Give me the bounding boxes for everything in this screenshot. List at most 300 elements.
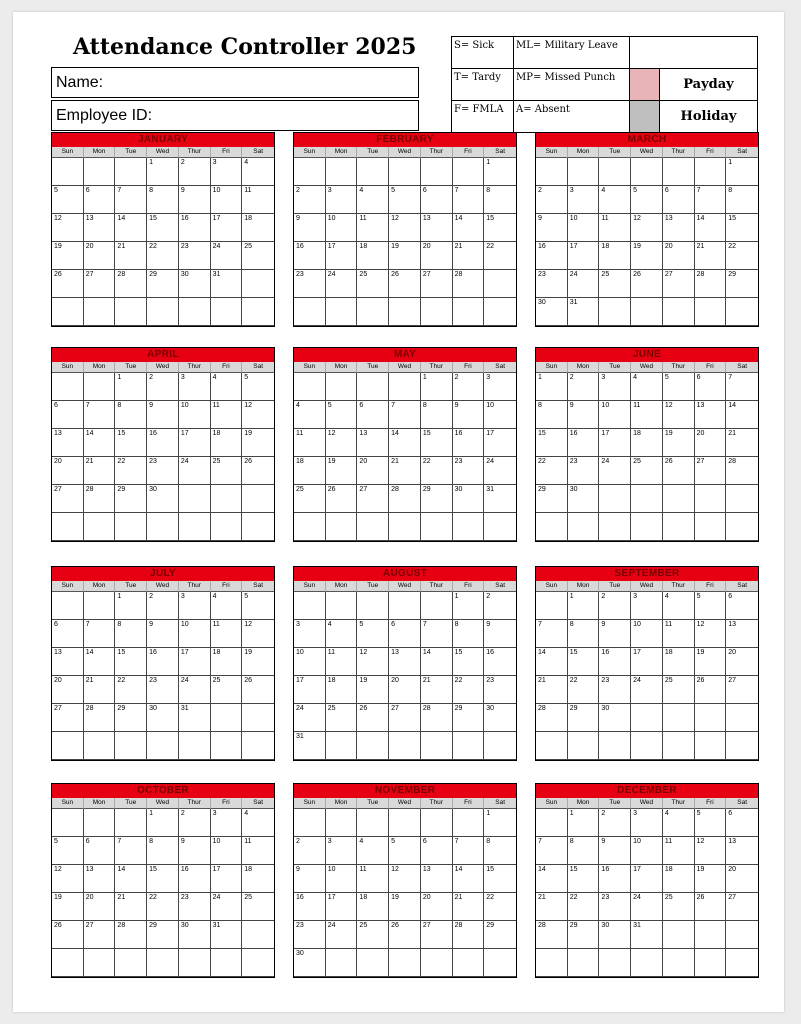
day-cell[interactable]: 29 [568,921,600,949]
day-cell[interactable]: 10 [179,401,211,429]
day-cell[interactable] [242,485,274,513]
day-cell[interactable]: 23 [599,676,631,704]
day-cell[interactable]: 20 [52,457,84,485]
name-field[interactable] [51,67,419,98]
day-cell[interactable]: 22 [726,242,758,270]
day-cell[interactable]: 5 [695,592,727,620]
day-cell[interactable]: 15 [536,429,568,457]
day-cell[interactable] [84,513,116,541]
day-cell[interactable]: 13 [389,648,421,676]
day-cell[interactable] [536,158,568,186]
day-cell[interactable]: 21 [115,893,147,921]
day-cell[interactable]: 29 [568,704,600,732]
day-cell[interactable]: 19 [326,457,358,485]
day-cell[interactable] [726,485,758,513]
day-cell[interactable] [211,298,243,326]
day-cell[interactable]: 20 [726,648,758,676]
day-cell[interactable]: 10 [484,401,516,429]
day-cell[interactable] [421,158,453,186]
day-cell[interactable]: 15 [484,865,516,893]
day-cell[interactable]: 6 [421,186,453,214]
day-cell[interactable]: 24 [326,270,358,298]
day-cell[interactable]: 9 [536,214,568,242]
day-cell[interactable]: 16 [568,429,600,457]
day-cell[interactable]: 31 [631,921,663,949]
day-cell[interactable]: 31 [211,270,243,298]
day-cell[interactable]: 25 [357,921,389,949]
employee-id-field[interactable] [51,100,419,131]
day-cell[interactable] [663,485,695,513]
day-cell[interactable] [631,158,663,186]
day-cell[interactable]: 12 [631,214,663,242]
day-cell[interactable]: 30 [568,485,600,513]
day-cell[interactable]: 3 [631,592,663,620]
day-cell[interactable]: 3 [631,809,663,837]
day-cell[interactable] [484,298,516,326]
day-cell[interactable]: 17 [211,214,243,242]
day-cell[interactable]: 24 [326,921,358,949]
day-cell[interactable] [52,809,84,837]
day-cell[interactable] [357,298,389,326]
day-cell[interactable]: 5 [52,186,84,214]
day-cell[interactable]: 17 [631,865,663,893]
day-cell[interactable]: 27 [389,704,421,732]
day-cell[interactable]: 26 [357,704,389,732]
day-cell[interactable] [536,809,568,837]
day-cell[interactable]: 8 [147,837,179,865]
day-cell[interactable]: 24 [631,676,663,704]
day-cell[interactable] [695,732,727,760]
day-cell[interactable]: 26 [242,676,274,704]
day-cell[interactable]: 27 [726,893,758,921]
day-cell[interactable]: 30 [179,921,211,949]
day-cell[interactable]: 29 [115,485,147,513]
day-cell[interactable]: 24 [294,704,326,732]
day-cell[interactable]: 26 [242,457,274,485]
day-cell[interactable] [357,158,389,186]
day-cell[interactable]: 14 [726,401,758,429]
day-cell[interactable]: 16 [599,648,631,676]
day-cell[interactable]: 4 [599,186,631,214]
day-cell[interactable]: 16 [179,865,211,893]
day-cell[interactable]: 12 [695,620,727,648]
day-cell[interactable] [695,513,727,541]
day-cell[interactable]: 23 [294,270,326,298]
day-cell[interactable]: 8 [147,186,179,214]
day-cell[interactable]: 17 [568,242,600,270]
day-cell[interactable]: 22 [484,242,516,270]
day-cell[interactable] [631,704,663,732]
day-cell[interactable] [726,513,758,541]
day-cell[interactable] [663,949,695,977]
day-cell[interactable] [695,298,727,326]
day-cell[interactable] [663,732,695,760]
day-cell[interactable]: 25 [211,457,243,485]
day-cell[interactable] [294,158,326,186]
day-cell[interactable]: 9 [484,620,516,648]
day-cell[interactable]: 18 [242,214,274,242]
day-cell[interactable]: 11 [663,837,695,865]
day-cell[interactable]: 6 [421,837,453,865]
day-cell[interactable]: 3 [568,186,600,214]
day-cell[interactable] [52,158,84,186]
day-cell[interactable]: 10 [599,401,631,429]
day-cell[interactable]: 24 [211,242,243,270]
day-cell[interactable] [147,949,179,977]
day-cell[interactable]: 4 [357,837,389,865]
day-cell[interactable]: 13 [84,865,116,893]
day-cell[interactable] [147,732,179,760]
day-cell[interactable] [484,732,516,760]
day-cell[interactable]: 14 [84,429,116,457]
day-cell[interactable] [631,485,663,513]
day-cell[interactable]: 25 [663,676,695,704]
day-cell[interactable]: 12 [52,214,84,242]
day-cell[interactable]: 3 [326,186,358,214]
day-cell[interactable]: 2 [453,373,485,401]
day-cell[interactable] [326,732,358,760]
day-cell[interactable] [357,949,389,977]
day-cell[interactable]: 17 [294,676,326,704]
day-cell[interactable] [568,732,600,760]
day-cell[interactable]: 18 [326,676,358,704]
day-cell[interactable]: 8 [536,401,568,429]
day-cell[interactable]: 20 [389,676,421,704]
day-cell[interactable]: 6 [663,186,695,214]
day-cell[interactable]: 7 [453,186,485,214]
day-cell[interactable]: 23 [147,676,179,704]
day-cell[interactable]: 19 [389,893,421,921]
day-cell[interactable] [599,298,631,326]
day-cell[interactable] [389,949,421,977]
day-cell[interactable]: 26 [389,921,421,949]
day-cell[interactable] [179,949,211,977]
day-cell[interactable]: 5 [242,592,274,620]
day-cell[interactable]: 28 [84,704,116,732]
day-cell[interactable]: 9 [294,865,326,893]
day-cell[interactable]: 11 [357,865,389,893]
day-cell[interactable]: 10 [294,648,326,676]
day-cell[interactable]: 21 [389,457,421,485]
day-cell[interactable] [115,949,147,977]
day-cell[interactable] [357,732,389,760]
day-cell[interactable]: 4 [663,592,695,620]
day-cell[interactable] [179,732,211,760]
day-cell[interactable] [84,592,116,620]
day-cell[interactable]: 3 [211,158,243,186]
day-cell[interactable]: 23 [484,676,516,704]
day-cell[interactable]: 3 [326,837,358,865]
day-cell[interactable]: 5 [631,186,663,214]
day-cell[interactable]: 20 [84,893,116,921]
day-cell[interactable] [115,158,147,186]
day-cell[interactable]: 1 [568,592,600,620]
day-cell[interactable]: 5 [663,373,695,401]
day-cell[interactable]: 7 [421,620,453,648]
day-cell[interactable]: 4 [663,809,695,837]
day-cell[interactable]: 4 [242,809,274,837]
day-cell[interactable]: 11 [294,429,326,457]
day-cell[interactable]: 13 [84,214,116,242]
day-cell[interactable]: 9 [568,401,600,429]
day-cell[interactable]: 17 [484,429,516,457]
day-cell[interactable]: 23 [453,457,485,485]
day-cell[interactable]: 23 [147,457,179,485]
day-cell[interactable] [326,809,358,837]
day-cell[interactable] [568,158,600,186]
day-cell[interactable]: 5 [695,809,727,837]
day-cell[interactable] [453,158,485,186]
day-cell[interactable]: 7 [726,373,758,401]
day-cell[interactable] [242,921,274,949]
day-cell[interactable]: 17 [326,242,358,270]
day-cell[interactable] [84,373,116,401]
day-cell[interactable]: 23 [536,270,568,298]
day-cell[interactable]: 12 [242,620,274,648]
day-cell[interactable]: 8 [568,620,600,648]
day-cell[interactable] [389,298,421,326]
day-cell[interactable] [294,373,326,401]
day-cell[interactable]: 20 [421,893,453,921]
day-cell[interactable] [453,949,485,977]
day-cell[interactable]: 2 [294,186,326,214]
day-cell[interactable]: 10 [211,186,243,214]
day-cell[interactable]: 28 [536,704,568,732]
day-cell[interactable]: 19 [695,865,727,893]
day-cell[interactable]: 22 [453,676,485,704]
day-cell[interactable]: 28 [115,921,147,949]
day-cell[interactable]: 6 [726,809,758,837]
day-cell[interactable]: 10 [179,620,211,648]
day-cell[interactable]: 10 [326,865,358,893]
day-cell[interactable] [211,485,243,513]
day-cell[interactable]: 20 [357,457,389,485]
day-cell[interactable]: 4 [242,158,274,186]
day-cell[interactable]: 27 [357,485,389,513]
day-cell[interactable] [599,732,631,760]
day-cell[interactable]: 1 [536,373,568,401]
day-cell[interactable]: 2 [599,592,631,620]
day-cell[interactable]: 12 [389,865,421,893]
day-cell[interactable]: 2 [147,592,179,620]
day-cell[interactable]: 4 [357,186,389,214]
day-cell[interactable] [599,485,631,513]
day-cell[interactable]: 1 [421,373,453,401]
day-cell[interactable]: 21 [84,457,116,485]
day-cell[interactable]: 5 [52,837,84,865]
day-cell[interactable]: 2 [484,592,516,620]
day-cell[interactable]: 12 [326,429,358,457]
day-cell[interactable]: 6 [695,373,727,401]
day-cell[interactable]: 29 [115,704,147,732]
day-cell[interactable]: 8 [726,186,758,214]
day-cell[interactable]: 6 [84,837,116,865]
day-cell[interactable] [179,298,211,326]
day-cell[interactable] [536,949,568,977]
day-cell[interactable] [663,158,695,186]
day-cell[interactable] [211,732,243,760]
day-cell[interactable]: 17 [599,429,631,457]
day-cell[interactable] [389,809,421,837]
day-cell[interactable]: 13 [52,429,84,457]
day-cell[interactable] [421,949,453,977]
day-cell[interactable]: 10 [211,837,243,865]
day-cell[interactable] [389,373,421,401]
day-cell[interactable]: 25 [663,893,695,921]
day-cell[interactable]: 20 [663,242,695,270]
day-cell[interactable]: 3 [179,373,211,401]
day-cell[interactable]: 30 [536,298,568,326]
day-cell[interactable]: 26 [695,676,727,704]
day-cell[interactable]: 8 [453,620,485,648]
day-cell[interactable]: 15 [115,429,147,457]
day-cell[interactable]: 18 [357,242,389,270]
day-cell[interactable] [453,298,485,326]
day-cell[interactable]: 6 [726,592,758,620]
day-cell[interactable]: 23 [568,457,600,485]
day-cell[interactable]: 23 [599,893,631,921]
day-cell[interactable] [357,592,389,620]
day-cell[interactable]: 17 [326,893,358,921]
day-cell[interactable]: 27 [663,270,695,298]
day-cell[interactable]: 30 [147,485,179,513]
day-cell[interactable]: 31 [211,921,243,949]
day-cell[interactable] [52,949,84,977]
day-cell[interactable] [389,732,421,760]
day-cell[interactable]: 5 [389,186,421,214]
day-cell[interactable]: 8 [484,186,516,214]
day-cell[interactable] [599,949,631,977]
day-cell[interactable]: 19 [663,429,695,457]
day-cell[interactable]: 9 [294,214,326,242]
day-cell[interactable]: 28 [115,270,147,298]
day-cell[interactable]: 30 [147,704,179,732]
day-cell[interactable]: 9 [179,186,211,214]
day-cell[interactable] [453,809,485,837]
day-cell[interactable]: 15 [568,865,600,893]
day-cell[interactable]: 31 [484,485,516,513]
day-cell[interactable]: 13 [421,865,453,893]
day-cell[interactable]: 23 [179,242,211,270]
day-cell[interactable]: 28 [84,485,116,513]
day-cell[interactable]: 18 [631,429,663,457]
day-cell[interactable]: 15 [484,214,516,242]
day-cell[interactable]: 22 [115,457,147,485]
day-cell[interactable]: 25 [242,893,274,921]
day-cell[interactable] [726,949,758,977]
day-cell[interactable]: 25 [211,676,243,704]
day-cell[interactable]: 9 [147,620,179,648]
day-cell[interactable] [663,298,695,326]
day-cell[interactable] [52,592,84,620]
day-cell[interactable]: 26 [663,457,695,485]
day-cell[interactable]: 22 [536,457,568,485]
day-cell[interactable]: 14 [389,429,421,457]
day-cell[interactable]: 7 [536,620,568,648]
day-cell[interactable]: 23 [179,893,211,921]
day-cell[interactable]: 12 [242,401,274,429]
day-cell[interactable]: 8 [115,401,147,429]
day-cell[interactable]: 15 [726,214,758,242]
day-cell[interactable]: 22 [484,893,516,921]
day-cell[interactable] [389,592,421,620]
day-cell[interactable]: 2 [536,186,568,214]
day-cell[interactable]: 9 [599,620,631,648]
day-cell[interactable]: 13 [726,620,758,648]
day-cell[interactable]: 20 [84,242,116,270]
day-cell[interactable]: 24 [179,676,211,704]
day-cell[interactable] [84,158,116,186]
day-cell[interactable]: 15 [453,648,485,676]
day-cell[interactable]: 28 [453,270,485,298]
day-cell[interactable]: 27 [421,921,453,949]
day-cell[interactable]: 15 [115,648,147,676]
day-cell[interactable] [484,513,516,541]
day-cell[interactable]: 4 [294,401,326,429]
day-cell[interactable] [695,921,727,949]
day-cell[interactable]: 27 [52,704,84,732]
day-cell[interactable] [326,513,358,541]
day-cell[interactable]: 1 [147,158,179,186]
day-cell[interactable] [147,513,179,541]
day-cell[interactable]: 8 [421,401,453,429]
day-cell[interactable] [568,513,600,541]
day-cell[interactable] [115,809,147,837]
day-cell[interactable]: 4 [326,620,358,648]
day-cell[interactable]: 1 [115,592,147,620]
day-cell[interactable]: 21 [453,893,485,921]
day-cell[interactable]: 22 [568,676,600,704]
day-cell[interactable]: 7 [84,620,116,648]
day-cell[interactable]: 6 [357,401,389,429]
day-cell[interactable]: 7 [115,837,147,865]
day-cell[interactable]: 18 [294,457,326,485]
day-cell[interactable] [115,298,147,326]
day-cell[interactable]: 10 [326,214,358,242]
day-cell[interactable]: 8 [568,837,600,865]
day-cell[interactable] [211,949,243,977]
day-cell[interactable]: 24 [179,457,211,485]
day-cell[interactable] [536,592,568,620]
day-cell[interactable]: 25 [326,704,358,732]
day-cell[interactable]: 7 [695,186,727,214]
day-cell[interactable]: 19 [357,676,389,704]
day-cell[interactable]: 16 [147,648,179,676]
day-cell[interactable]: 31 [179,704,211,732]
day-cell[interactable] [663,704,695,732]
day-cell[interactable]: 18 [663,648,695,676]
day-cell[interactable] [484,270,516,298]
day-cell[interactable]: 21 [421,676,453,704]
day-cell[interactable]: 26 [52,270,84,298]
day-cell[interactable]: 7 [389,401,421,429]
day-cell[interactable]: 1 [484,158,516,186]
day-cell[interactable]: 30 [453,485,485,513]
day-cell[interactable]: 14 [536,648,568,676]
day-cell[interactable]: 11 [211,620,243,648]
day-cell[interactable]: 29 [147,921,179,949]
day-cell[interactable] [357,373,389,401]
day-cell[interactable]: 24 [568,270,600,298]
day-cell[interactable]: 21 [536,893,568,921]
day-cell[interactable]: 14 [421,648,453,676]
day-cell[interactable]: 30 [484,704,516,732]
day-cell[interactable]: 25 [599,270,631,298]
day-cell[interactable]: 28 [421,704,453,732]
day-cell[interactable]: 31 [294,732,326,760]
day-cell[interactable]: 6 [389,620,421,648]
day-cell[interactable]: 25 [357,270,389,298]
